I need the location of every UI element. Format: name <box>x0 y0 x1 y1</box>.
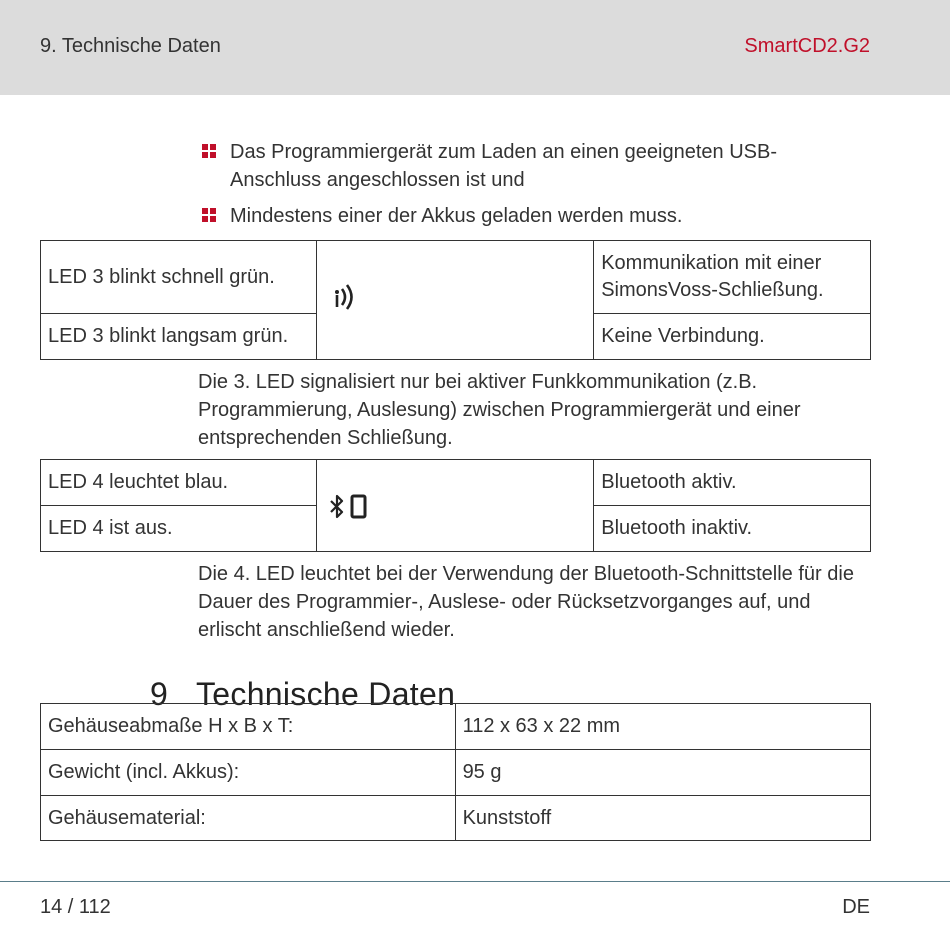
list-item <box>202 202 830 230</box>
led3-table <box>40 240 871 360</box>
list-item-text: Das Programmiergerät zum Laden an einen geeigneten USB-Anschluss angeschlossen ist und <box>230 141 777 191</box>
table-row <box>41 460 871 506</box>
spec-label: Gehäusematerial: <box>41 796 456 841</box>
table-row <box>41 704 871 750</box>
led4-table <box>40 459 871 552</box>
chapter-title: 9. Technische Daten <box>40 35 221 57</box>
led4-note: Die 4. LED leuchtet bei der Verwendung der Bluetooth-Schnittstelle für die Dauer des Programmier-, Auslese- oder Rücksetzvorganges auf, und erlischt anschließend wieder. <box>198 563 854 641</box>
page-header <box>0 0 950 95</box>
section-title: Technische Daten <box>196 676 456 713</box>
led-state-cell: LED 3 blinkt schnell grün. <box>41 241 317 314</box>
led-state-cell: LED 3 blinkt langsam grün. <box>41 314 317 360</box>
meaning-cell: Bluetooth aktiv. <box>594 460 871 506</box>
table-row <box>41 796 871 841</box>
icon-cell <box>316 241 594 360</box>
bluetooth-phone-icon <box>327 492 373 522</box>
spec-value: 112 x 63 x 22 mm <box>455 704 870 750</box>
led-state-cell: LED 4 leuchtet blau. <box>41 460 317 506</box>
meaning-cell: Keine Verbindung. <box>594 314 871 360</box>
product-name: SmartCD2.G2 <box>744 35 870 57</box>
section-number: 9 <box>150 676 169 713</box>
radio-signal-icon <box>333 283 361 311</box>
bullet-icon <box>202 144 216 158</box>
list-item-text: Mindestens einer der Akkus geladen werden muss. <box>230 205 683 227</box>
list-item <box>202 138 830 194</box>
icon-cell <box>316 460 594 552</box>
page-number: 14 / 112 <box>40 896 111 918</box>
led3-note: Die 3. LED signalisiert nur bei aktiver Funkkommunikation (z.B. Programmierung, Auslesung) zwischen Programmiergerät und einer entsprechenden Schließung. <box>198 371 801 449</box>
led-state-cell: LED 4 ist aus. <box>41 506 317 552</box>
table-row <box>41 241 871 314</box>
specs-table <box>40 703 871 841</box>
meaning-cell: Bluetooth inaktiv. <box>594 506 871 552</box>
footer-divider <box>0 881 950 882</box>
table-row <box>41 750 871 796</box>
spec-label: Gewicht (incl. Akkus): <box>41 750 456 796</box>
meaning-cell: Kommunikation mit einer SimonsVoss-Schließung. <box>594 241 871 314</box>
spec-value: 95 g <box>455 750 870 796</box>
language-code: DE <box>842 896 870 918</box>
bullet-icon <box>202 208 216 222</box>
spec-label: Gehäuseabmaße H x B x T: <box>41 704 456 750</box>
spec-value: Kunststoff <box>455 796 870 841</box>
